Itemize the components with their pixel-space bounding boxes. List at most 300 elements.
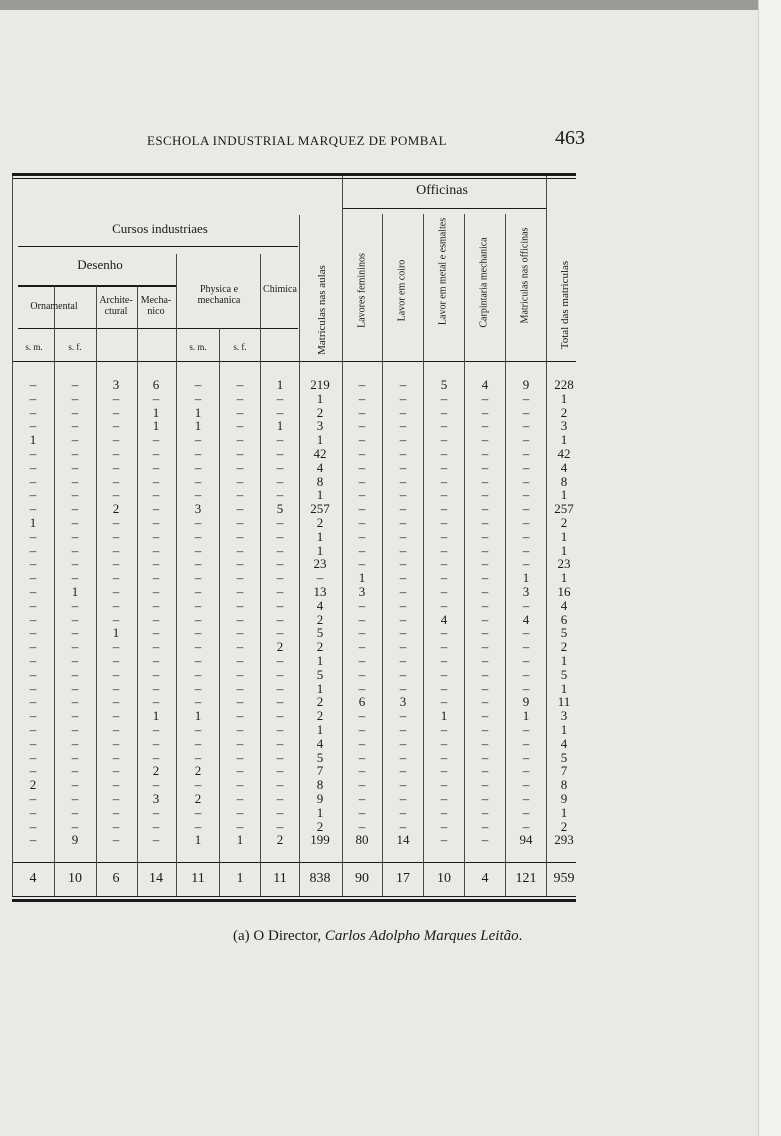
table-cell: – [112, 735, 120, 751]
table-cell: 1 [29, 515, 37, 530]
table-cell: – [276, 777, 284, 793]
table-cell: 2 [276, 639, 284, 655]
table-cell: – [152, 542, 160, 558]
table-cell: – [152, 570, 160, 586]
table-cell: 6 [560, 611, 568, 627]
table-cell: – [522, 515, 530, 530]
col-divider [176, 254, 177, 896]
table-cell: 2 [112, 501, 120, 517]
table-cell: – [236, 377, 244, 392]
table-cell: – [152, 597, 160, 613]
table-cell: – [152, 556, 160, 572]
table-cell: – [236, 653, 244, 668]
table-cell: 4 [481, 377, 489, 392]
table-cell: – [481, 432, 489, 448]
table-cell: – [112, 680, 120, 696]
table-cell: – [71, 722, 79, 737]
table-cell: – [358, 749, 366, 765]
table-cell: 4 [316, 597, 324, 613]
table-cell: – [399, 404, 407, 420]
table-cell: – [29, 459, 37, 475]
table-cell: – [440, 763, 448, 779]
officinas-rule [342, 208, 546, 209]
table-cell: – [71, 418, 79, 434]
table-cell: – [194, 680, 202, 696]
table-cell: – [152, 528, 160, 544]
header-lavor-couro: Lavor em coiro [396, 259, 408, 322]
table-cell: 1 [29, 432, 37, 448]
bottom-rule-thick [12, 899, 576, 902]
table-cell: – [112, 749, 120, 765]
table-cell: – [481, 666, 489, 682]
table-cell: – [440, 515, 448, 530]
table-cell: – [399, 473, 407, 489]
table-cell: – [112, 570, 120, 586]
table-cell: – [71, 390, 79, 406]
table-cell: – [399, 390, 407, 406]
desenho-rule [18, 285, 176, 287]
table-cell: – [29, 763, 37, 779]
table-cell: – [29, 377, 37, 392]
table-cell: – [399, 515, 407, 530]
table-cell: – [236, 804, 244, 820]
table-cell: – [481, 708, 489, 724]
table-cell: – [29, 639, 37, 655]
table-cell: – [440, 680, 448, 696]
table-cell: – [276, 749, 284, 765]
table-cell: 1 [316, 487, 324, 503]
table-cell: 9 [316, 791, 324, 806]
table-cell: – [276, 625, 284, 641]
table-cell: – [522, 404, 530, 420]
table-cell: – [481, 542, 489, 558]
table-cell: – [481, 763, 489, 779]
table-cell: – [29, 804, 37, 820]
table-cell: – [358, 542, 366, 558]
table-cell: 2 [560, 639, 568, 655]
col-divider [54, 286, 55, 896]
table-cell: – [481, 556, 489, 572]
table-cell: – [481, 735, 489, 751]
header-architectural: Archite-ctural [99, 295, 133, 317]
table-cell: – [358, 735, 366, 751]
table-cell: – [112, 832, 120, 848]
table-cell: – [71, 749, 79, 765]
table-cell: 4 [560, 597, 568, 613]
header-officinas: Officinas [416, 183, 468, 198]
table-cell: – [236, 404, 244, 420]
table-cell: – [152, 459, 160, 475]
table-cell: – [194, 459, 202, 475]
table-cell: – [399, 418, 407, 434]
table-cell: – [399, 432, 407, 448]
table-cell: – [358, 459, 366, 475]
table-cell: 2 [194, 791, 202, 806]
table-cell: – [152, 749, 160, 765]
table-cell: – [440, 694, 448, 710]
table-cell: – [276, 597, 284, 613]
table-cell: – [276, 708, 284, 724]
table-cell: – [522, 501, 530, 517]
table-cell: – [152, 818, 160, 834]
table-cell: – [152, 625, 160, 641]
table-cell: – [194, 556, 202, 572]
table-cell: – [522, 446, 530, 461]
table-cell: – [194, 653, 202, 668]
table-cell: – [399, 611, 407, 627]
table-cell: – [522, 680, 530, 696]
table-cell: – [29, 584, 37, 599]
table-cell: 1 [194, 404, 202, 420]
table-cell: 1 [276, 377, 284, 392]
table-cell: – [236, 528, 244, 544]
table-cell: – [152, 446, 160, 461]
table-cell: 5 [560, 625, 568, 641]
table-cell: – [399, 446, 407, 461]
table-cell: 1 [152, 708, 160, 724]
table-cell: 3 [194, 501, 202, 517]
table-cell: – [481, 501, 489, 517]
header-ornamental: Ornamental [30, 301, 78, 312]
table-cell: – [481, 791, 489, 806]
total-cell: 10 [68, 871, 82, 886]
table-cell: 2 [316, 515, 324, 530]
table-cell: – [276, 542, 284, 558]
table-cell: – [29, 666, 37, 682]
table-cell: – [481, 597, 489, 613]
table-cell: – [358, 804, 366, 820]
table-cell: – [276, 446, 284, 461]
table-cell: – [522, 418, 530, 434]
table-cell: 1 [194, 418, 202, 434]
col-divider [423, 214, 424, 896]
table-cell: – [236, 639, 244, 655]
table-cell: – [194, 625, 202, 641]
table-cell: – [358, 818, 366, 834]
table-cell: – [29, 487, 37, 503]
table-cell: – [522, 653, 530, 668]
table-cell: – [112, 666, 120, 682]
table-cell: 1 [560, 804, 568, 820]
table-cell: – [112, 639, 120, 655]
table-cell: – [440, 542, 448, 558]
table-cell: 16 [557, 584, 571, 599]
table-cell: – [522, 639, 530, 655]
table-cell: 23 [313, 556, 327, 572]
table-cell: – [358, 515, 366, 530]
table-cell: – [112, 390, 120, 406]
table-cell: – [71, 653, 79, 668]
table-cell: – [316, 570, 324, 586]
director-signature [233, 928, 522, 945]
table-cell: – [440, 777, 448, 793]
table-cell: 9 [71, 832, 79, 848]
table-cell: – [236, 556, 244, 572]
signature-suffix: . [518, 928, 523, 944]
header-mechanico: Mecha-nico [140, 295, 172, 317]
table-cell: – [152, 473, 160, 489]
table-cell: – [71, 680, 79, 696]
table-cell: – [112, 611, 120, 627]
table-cell: – [399, 639, 407, 655]
table-cell: – [194, 735, 202, 751]
table-cell: – [29, 625, 37, 641]
table-cell: 1 [236, 832, 244, 848]
table-cell: – [440, 459, 448, 475]
table-cell: – [112, 418, 120, 434]
table-cell: 42 [313, 446, 327, 461]
table-cell: – [29, 570, 37, 586]
table-cell: – [276, 390, 284, 406]
table-cell: – [194, 473, 202, 489]
table-cell: – [152, 832, 160, 848]
table-cell: – [358, 446, 366, 461]
table-cell: – [112, 542, 120, 558]
table-cell: – [399, 542, 407, 558]
table-cell: – [29, 597, 37, 613]
table-cell: – [152, 432, 160, 448]
table-cell: – [522, 804, 530, 820]
table-cell: – [276, 722, 284, 737]
table-cell: 1 [316, 528, 324, 544]
table-cell: – [112, 473, 120, 489]
table-cell: 1 [316, 390, 324, 406]
table-cell: – [522, 722, 530, 737]
table-cell: – [71, 542, 79, 558]
sub-rule [18, 328, 298, 329]
table-cell: – [71, 625, 79, 641]
table-cell: – [522, 459, 530, 475]
table-cell: – [112, 515, 120, 530]
table-cell: – [481, 515, 489, 530]
table-cell: – [236, 818, 244, 834]
table-cell: – [71, 666, 79, 682]
table-cell: – [152, 722, 160, 737]
table-cell: – [152, 390, 160, 406]
table-cell: – [440, 404, 448, 420]
table-cell: 1 [316, 804, 324, 820]
header-carpintaria: Carpintaria mechanica [478, 237, 490, 328]
table-cell: – [71, 735, 79, 751]
table-cell: 2 [560, 818, 568, 834]
table-cell: 8 [316, 473, 324, 489]
header-sf-ornamental: s. f. [68, 342, 82, 352]
table-cell: 228 [554, 377, 574, 392]
total-cell: 4 [29, 871, 37, 886]
col-divider [299, 215, 300, 896]
table-cell: 1 [522, 708, 530, 724]
total-cell: 11 [273, 871, 287, 886]
table-cell: – [276, 432, 284, 448]
table-cell: – [399, 804, 407, 820]
table-cell: – [358, 432, 366, 448]
table-cell: 5 [276, 501, 284, 517]
table-cell: – [358, 680, 366, 696]
table-cell: – [194, 432, 202, 448]
table-cell: – [112, 459, 120, 475]
table-cell: – [236, 735, 244, 751]
table-cell: – [276, 487, 284, 503]
table-cell: – [399, 377, 407, 392]
header-sm-physica: s. m. [189, 342, 207, 352]
table-cell: – [358, 390, 366, 406]
table-cell: – [440, 818, 448, 834]
table-cell: 257 [554, 501, 574, 517]
table-cell: – [194, 749, 202, 765]
table-cell: – [276, 763, 284, 779]
table-cell: – [236, 625, 244, 641]
table-cell: 2 [560, 515, 568, 530]
top-rule [12, 173, 576, 176]
table-cell: – [29, 832, 37, 848]
table-cell: 1 [152, 404, 160, 420]
table-cell: – [29, 708, 37, 724]
table-cell: – [112, 487, 120, 503]
table-cell: – [481, 832, 489, 848]
table-cell: – [440, 418, 448, 434]
table-cell: – [29, 556, 37, 572]
table-cell: – [358, 404, 366, 420]
total-cell: 838 [309, 871, 331, 886]
col-divider [546, 176, 547, 896]
header-cursos-industriaes: Cursos industriaes [112, 221, 208, 236]
table-cell: – [236, 680, 244, 696]
table-cell: – [358, 611, 366, 627]
table-cell: – [194, 390, 202, 406]
page-right-edge [758, 0, 781, 1136]
table-cell: – [399, 625, 407, 641]
table-cell: – [236, 501, 244, 517]
table-cell: – [152, 487, 160, 503]
table-cell: – [358, 473, 366, 489]
table-cell: – [522, 735, 530, 751]
table-cell: – [236, 597, 244, 613]
table-cell: 1 [560, 528, 568, 544]
table-cell: – [29, 446, 37, 461]
table-cell: 3 [316, 418, 324, 434]
table-cell: 2 [316, 818, 324, 834]
page-top-edge [0, 0, 781, 10]
table-cell: 14 [396, 832, 410, 848]
table-cell: – [29, 818, 37, 834]
table-cell: – [152, 666, 160, 682]
table-cell: – [276, 515, 284, 530]
table-cell: – [71, 446, 79, 461]
table-cell: 2 [316, 404, 324, 420]
table-cell: – [112, 708, 120, 724]
table-cell: 80 [355, 832, 369, 848]
total-cell: 121 [515, 871, 537, 886]
table-cell: 94 [519, 832, 533, 848]
header-matriculas-aulas: Matriculas nas aulas [316, 265, 328, 355]
table-cell: – [236, 432, 244, 448]
table-cell: – [276, 611, 284, 627]
table-cell: – [236, 749, 244, 765]
table-cell: 4 [522, 611, 530, 627]
table-cell: – [236, 473, 244, 489]
table-cell: – [236, 694, 244, 710]
table-cell: – [71, 708, 79, 724]
table-cell: – [152, 804, 160, 820]
table-cell: – [71, 570, 79, 586]
table-cell: – [440, 597, 448, 613]
table-cell: – [276, 556, 284, 572]
table-cell: – [236, 390, 244, 406]
total-cell: 90 [355, 871, 369, 886]
table-cell: – [152, 680, 160, 696]
header-lavor-metal: Lavor em metal e esmaltes [437, 217, 449, 326]
table-cell: – [481, 804, 489, 820]
table-cell: – [276, 528, 284, 544]
table-cell: 1 [560, 653, 568, 668]
table-cell: – [71, 804, 79, 820]
table-cell: – [112, 763, 120, 779]
table-cell: 4 [560, 735, 568, 751]
table-cell: – [112, 528, 120, 544]
table-cell: – [481, 446, 489, 461]
table-cell: – [194, 570, 202, 586]
table-cell: 1 [316, 432, 324, 448]
col-divider [219, 328, 220, 896]
col-divider [96, 286, 97, 896]
total-cell: 14 [149, 871, 163, 886]
table-cell: 9 [560, 791, 568, 806]
table-cell: – [399, 653, 407, 668]
table-cell: – [399, 666, 407, 682]
table-cell: – [71, 515, 79, 530]
table-cell: – [358, 639, 366, 655]
table-cell: – [194, 487, 202, 503]
table-cell: – [112, 432, 120, 448]
header-total: Total das matriculas [559, 260, 571, 350]
table-cell: – [358, 708, 366, 724]
table-cell: – [440, 570, 448, 586]
table-cell: 4 [560, 459, 568, 475]
table-cell: – [440, 584, 448, 599]
table-cell: 1 [560, 432, 568, 448]
table-cell: 2 [29, 777, 37, 793]
table-cell: – [29, 653, 37, 668]
table-cell: 1 [152, 418, 160, 434]
table-cell: 257 [310, 501, 330, 517]
table-cell: – [481, 694, 489, 710]
table-cell: – [29, 680, 37, 696]
table-cell: 6 [152, 377, 160, 392]
table-cell: – [194, 597, 202, 613]
table-cell: – [481, 749, 489, 765]
table-cell: – [276, 804, 284, 820]
table-cell: 3 [358, 584, 366, 599]
table-cell: – [358, 556, 366, 572]
table-cell: – [440, 390, 448, 406]
table-cell: – [522, 542, 530, 558]
top-rule-thin [12, 178, 576, 179]
table-cell: – [152, 584, 160, 599]
table-cell: 2 [152, 763, 160, 779]
table-cell: 4 [440, 611, 448, 627]
table-cell: – [276, 653, 284, 668]
table-cell: – [358, 528, 366, 544]
table-cell: 1 [560, 570, 568, 586]
table-cell: 1 [440, 708, 448, 724]
table-cell: – [358, 791, 366, 806]
table-cell: – [71, 694, 79, 710]
header-lavores-femininos: Lavores femininos [356, 253, 368, 328]
total-cell: 1 [236, 871, 244, 886]
table-cell: – [29, 390, 37, 406]
table-cell: – [112, 653, 120, 668]
table-cell: – [112, 404, 120, 420]
